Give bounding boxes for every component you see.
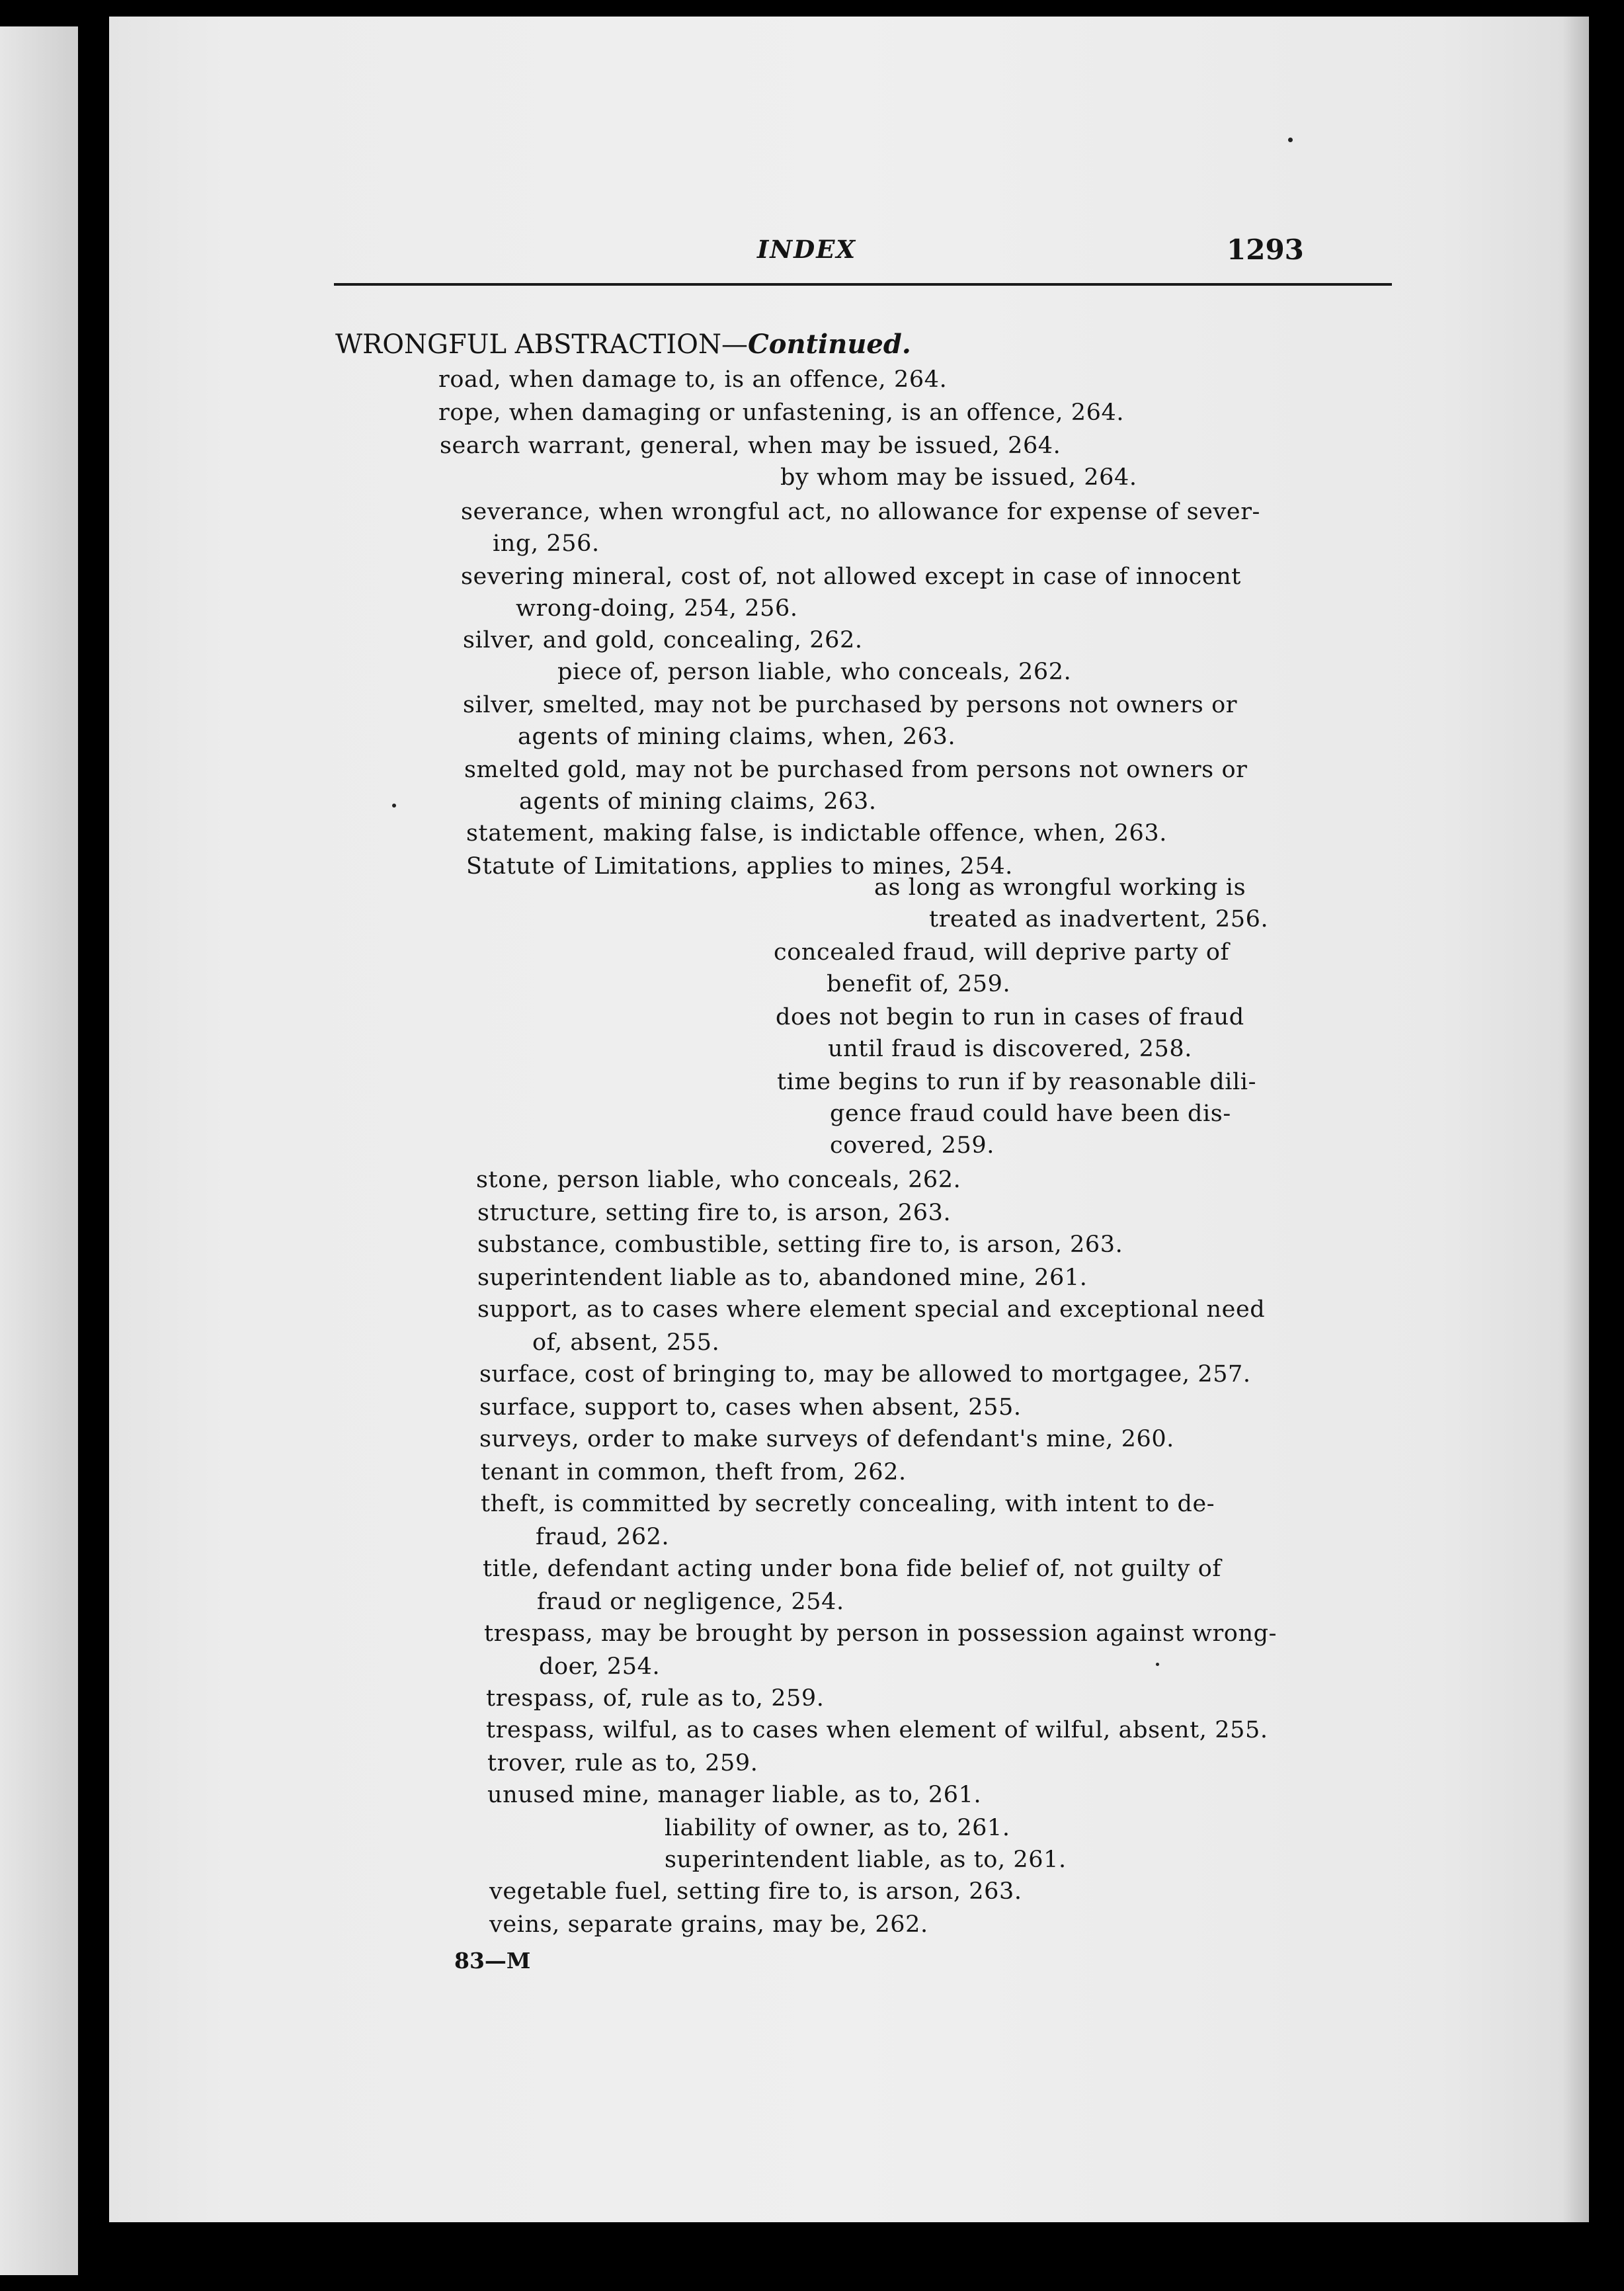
index-entry: silver, and gold, concealing, 262. <box>463 627 863 653</box>
page-number: 1293 <box>1227 233 1304 266</box>
index-entry: gence fraud could have been dis- <box>830 1101 1231 1127</box>
index-entry: agents of mining claims, 263. <box>519 788 877 815</box>
index-entry: by whom may be issued, 264. <box>780 464 1137 491</box>
running-head: INDEX <box>757 235 857 264</box>
heading-main: WRONGFUL ABSTRACTION— <box>335 329 748 360</box>
index-entry: as long as wrongful working is <box>874 874 1246 901</box>
index-entry: theft, is committed by secretly concealing, with intent to de- <box>481 1491 1215 1517</box>
index-entry: veins, separate grains, may be, 262. <box>489 1911 928 1938</box>
index-entry: rope, when damaging or unfastening, is an offence, 264. <box>438 399 1125 426</box>
index-entry: surface, cost of bringing to, may be allowed to mortgagee, 257. <box>479 1361 1251 1388</box>
heading-continued: Continued. <box>747 329 911 360</box>
book-page <box>109 17 1589 2222</box>
dust-speck <box>1288 138 1293 142</box>
index-entry: vegetable fuel, setting fire to, is arson, 263. <box>489 1878 1022 1905</box>
index-entry: stone, person liable, who conceals, 262. <box>476 1167 961 1193</box>
index-entry: trespass, of, rule as to, 259. <box>486 1685 825 1712</box>
index-entry: tenant in common, theft from, 262. <box>481 1459 907 1485</box>
index-entry: trespass, wilful, as to cases when element of wilful, absent, 255. <box>486 1717 1268 1743</box>
dust-speck <box>392 804 396 808</box>
adjacent-page-edge <box>0 26 78 2275</box>
index-entries <box>109 17 1589 2222</box>
index-entry: superintendent liable, as to, 261. <box>665 1847 1067 1873</box>
index-entry: concealed fraud, will deprive party of <box>774 939 1230 966</box>
index-entry: trespass, may be brought by person in possession against wrong- <box>484 1620 1278 1647</box>
index-entry: agents of mining claims, when, 263. <box>518 724 956 750</box>
dust-speck <box>1156 1663 1159 1666</box>
index-entry: severance, when wrongful act, no allowance for expense of sever- <box>461 499 1260 525</box>
index-entry: does not begin to run in cases of fraud <box>776 1004 1244 1030</box>
index-entry: title, defendant acting under bona fide belief of, not guilty of <box>483 1556 1221 1582</box>
index-entry: time begins to run if by reasonable dili- <box>777 1069 1257 1095</box>
index-entry: wrong-doing, 254, 256. <box>516 595 798 622</box>
index-entry: superintendent liable as to, abandoned mine, 261. <box>477 1265 1088 1291</box>
index-entry: piece of, person liable, who conceals, 262. <box>557 659 1072 685</box>
index-entry: of, absent, 255. <box>532 1329 720 1356</box>
signature-mark: 83—M <box>454 1948 531 1974</box>
index-entry: road, when damage to, is an offence, 264. <box>438 366 948 393</box>
index-entry: support, as to cases where element special and exceptional need <box>477 1296 1266 1323</box>
index-entry: substance, combustible, setting fire to, is arson, 263. <box>477 1231 1123 1258</box>
index-entry: fraud or negligence, 254. <box>537 1589 844 1615</box>
index-entry: fraud, 262. <box>536 1524 670 1550</box>
index-entry: unused mine, manager liable, as to, 261. <box>487 1782 982 1808</box>
index-entry: liability of owner, as to, 261. <box>665 1815 1010 1841</box>
index-entry: Statute of Limitations, applies to mines, 254. <box>466 853 1013 880</box>
index-entry: covered, 259. <box>830 1132 995 1159</box>
index-entry: trover, rule as to, 259. <box>487 1750 758 1776</box>
index-entry: benefit of, 259. <box>827 971 1011 997</box>
index-entry: smelted gold, may not be purchased from persons not owners or <box>464 757 1248 783</box>
index-entry: doer, 254. <box>539 1653 661 1680</box>
index-entry: structure, setting fire to, is arson, 263. <box>477 1200 952 1226</box>
index-entry: search warrant, general, when may be issued, 264. <box>440 433 1061 459</box>
index-entry: surface, support to, cases when absent, 255. <box>479 1394 1022 1421</box>
index-entry: until fraud is discovered, 258. <box>828 1036 1192 1062</box>
index-entry: severing mineral, cost of, not allowed except in case of innocent <box>461 563 1241 590</box>
index-entry: treated as inadvertent, 256. <box>929 906 1269 933</box>
index-entry: statement, making false, is indictable offence, when, 263. <box>466 820 1168 847</box>
index-entry: silver, smelted, may not be purchased by persons not owners or <box>463 692 1238 718</box>
index-entry: ing, 256. <box>493 530 600 557</box>
index-entry: surveys, order to make surveys of defendant's mine, 260. <box>479 1426 1174 1452</box>
